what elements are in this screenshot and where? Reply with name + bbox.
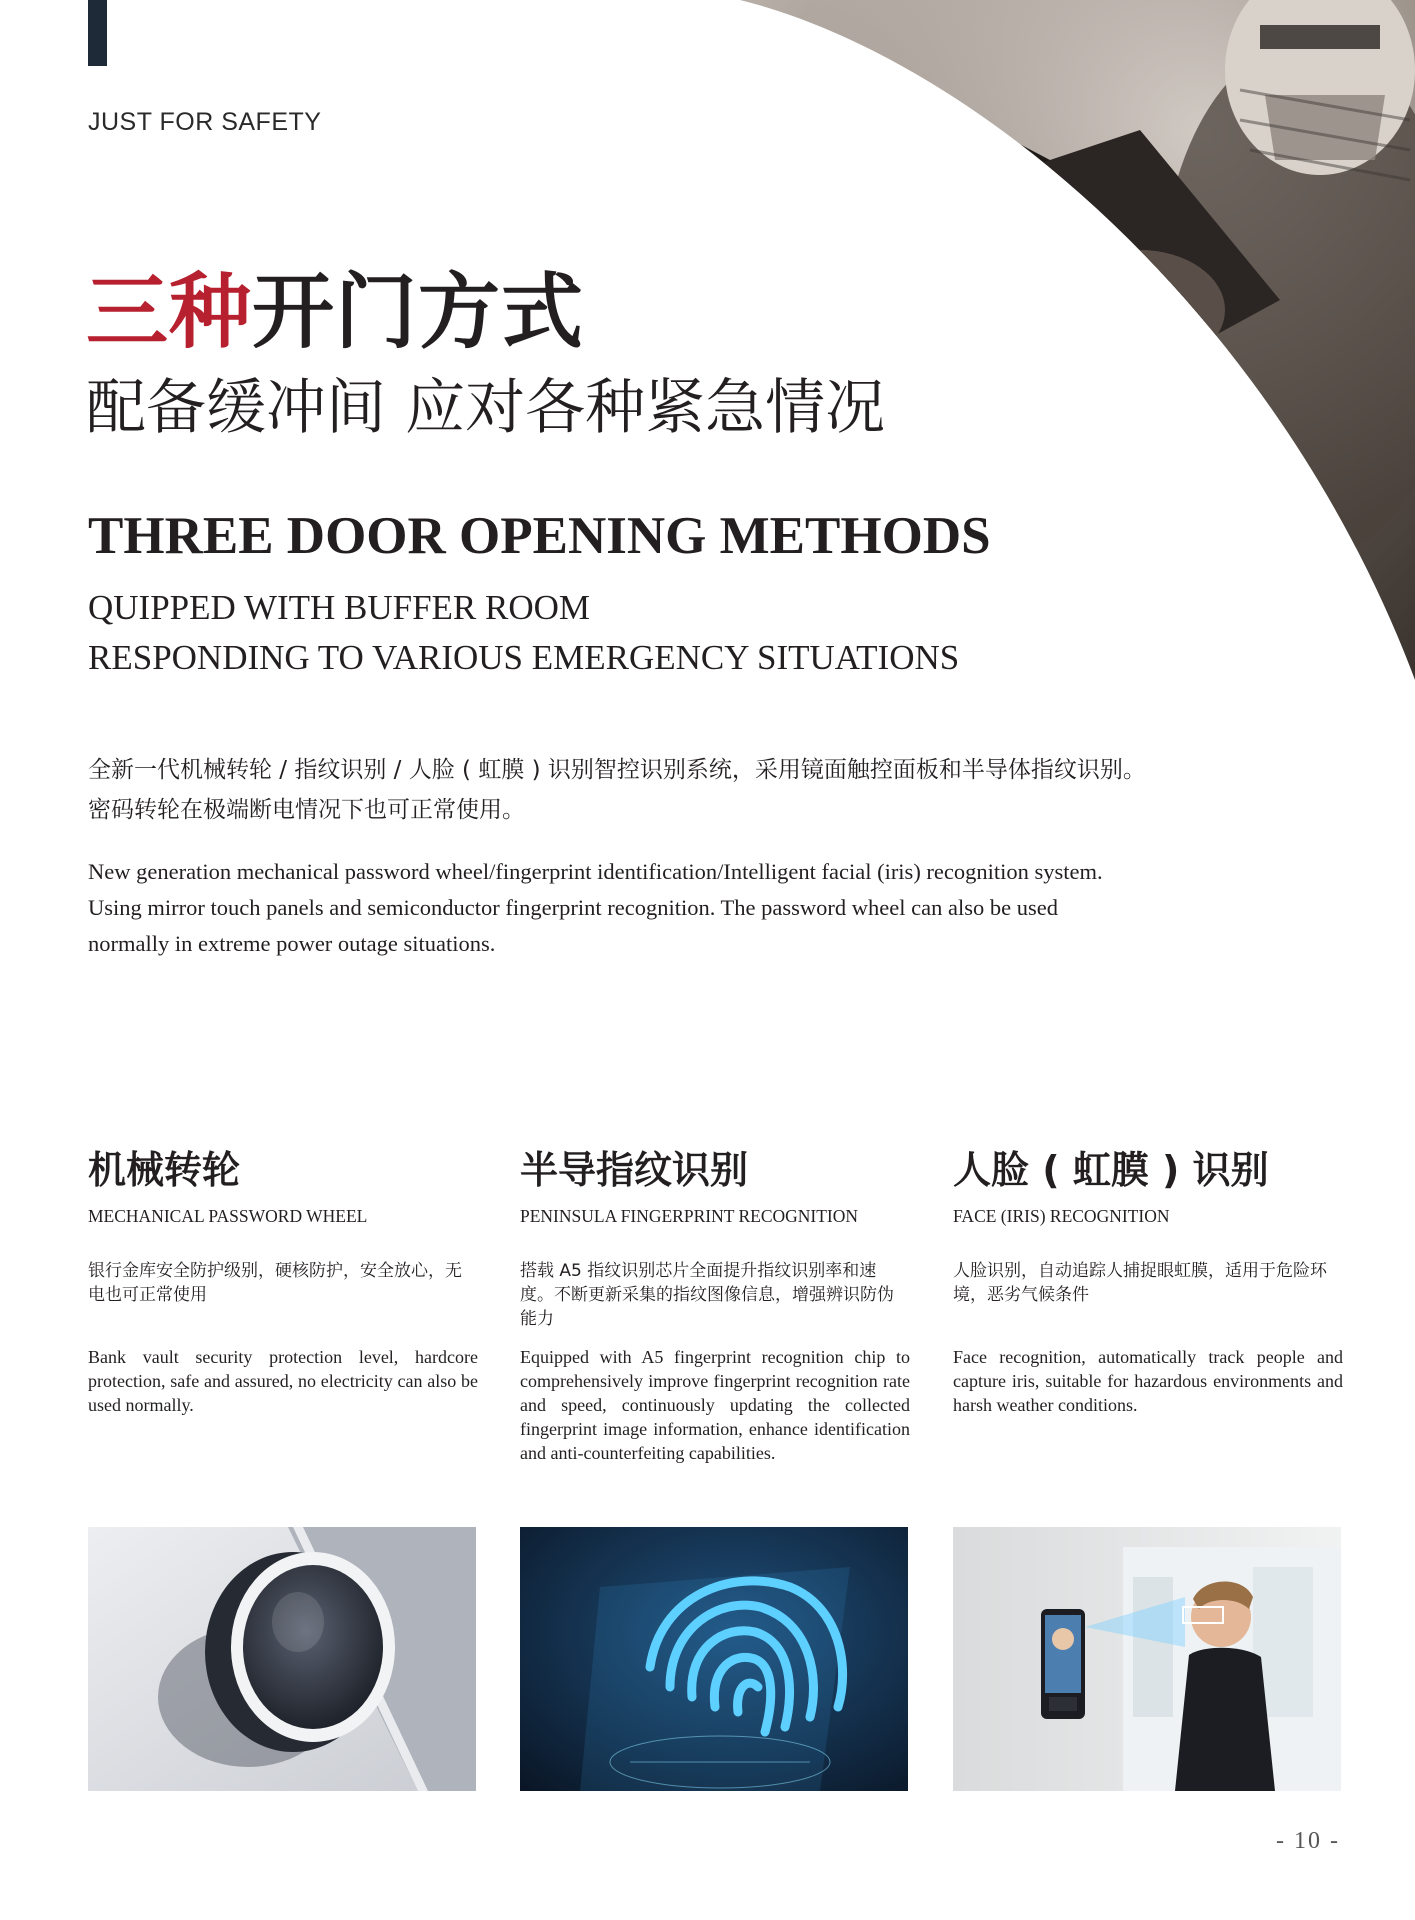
feature-desc-en: Face recognition, automatically track people and capture iris, suitable for hazardous environments and harsh weather conditions.: [953, 1346, 1343, 1415]
description-cn-line: 密码转轮在极端断电情况下也可正常使用。: [88, 797, 525, 823]
feature-desc-cn: 人脸识别，自动追踪人捕捉眼虹膜，适用于危险环境，恶劣气候条件: [953, 1260, 1327, 1305]
header-accent-bar: [88, 0, 107, 66]
title-cn-accent: 三种: [86, 265, 253, 360]
description-en-line: Using mirror touch panels and semiconductor fingerprint recognition. The password wheel can also be used: [88, 895, 1058, 920]
hero-soldier-photo: [720, 0, 1415, 680]
feature-desc-cn: 搭载 A5 指纹识别芯片全面提升指纹识别率和速度。不断更新采集的指纹图像信息，增强辨识防伪能力: [520, 1260, 894, 1329]
face-recognition-photo: [953, 1527, 1341, 1791]
feature-fingerprint: [520, 1150, 910, 1465]
feature-title-cn: 半导指纹识别: [520, 1148, 749, 1192]
page-subtitle-cn: 配备缓冲间 应对各种紧急情况: [86, 373, 886, 443]
description-en: [88, 854, 1268, 962]
page-number: - 10 -: [1276, 1828, 1340, 1854]
feature-desc-en: Equipped with A5 fingerprint recognition chip to comprehensively improve fingerprint recognition rate and speed, continuously updating the collected fingerprint image information, enhance identification and anti-counterfeiting capabilities.: [520, 1346, 910, 1463]
description-en-line: normally in extreme power outage situations.: [88, 931, 496, 956]
title-cn-rest: 开门方式: [252, 265, 585, 360]
feature-title-cn: 人脸 ( 虹膜 ) 识别: [953, 1148, 1269, 1192]
description-cn-line: 全新一代机械转轮 / 指纹识别 / 人脸 ( 虹膜 ) 识别智控识别系统，采用镜面触控面板和半导体指纹识别。: [88, 757, 1146, 783]
feature-mechanical-wheel: [88, 1150, 478, 1417]
page-title-cn: [86, 265, 585, 360]
tagline: JUST FOR SAFETY: [88, 108, 322, 136]
page-subtitle-en-line-1: QUIPPED WITH BUFFER ROOM: [88, 588, 591, 627]
feature-title-en: PENINSULA FINGERPRINT RECOGNITION: [520, 1205, 859, 1226]
page-subtitle-en-line-2: RESPONDING TO VARIOUS EMERGENCY SITUATIONS: [88, 638, 960, 677]
fingerprint-photo: [520, 1527, 908, 1791]
feature-title-en: MECHANICAL PASSWORD WHEEL: [88, 1205, 368, 1226]
feature-desc-cn: 银行金库安全防护级别，硬核防护，安全放心，无电也可正常使用: [88, 1260, 462, 1305]
page-title-en: THREE DOOR OPENING METHODS: [88, 507, 991, 565]
description-cn: [88, 750, 1268, 830]
feature-face-iris: [953, 1150, 1343, 1417]
mechanical-wheel-photo: [88, 1527, 476, 1791]
feature-title-en: FACE (IRIS) RECOGNITION: [953, 1205, 1170, 1226]
description-en-line: New generation mechanical password wheel/fingerprint identification/Intelligent facial (iris) recognition system.: [88, 859, 1103, 884]
feature-title-cn: 机械转轮: [88, 1148, 241, 1192]
feature-desc-en: Bank vault security protection level, hardcore protection, safe and assured, no electricity can also be used normally.: [88, 1346, 478, 1415]
